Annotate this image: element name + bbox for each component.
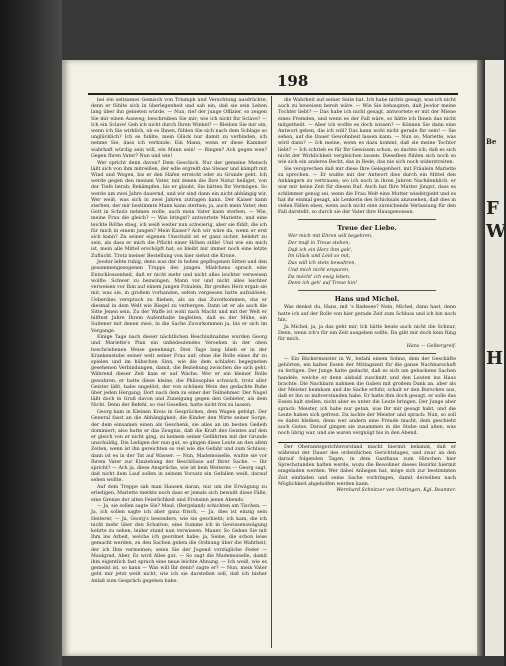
left-column <box>91 98 267 648</box>
poem-line: Der muß in Treue stehen; <box>288 241 351 247</box>
news-item: — Ein Bäckermeister in W., befahl einem Sohne, dem der Geschäfte gehörten, ein kaltes Essen der Mittagszeit für die ganze Nachbarschaft zu fertigen. Der Junge hatte gedacht, daß es sich um gebackene Sachen handele, welche er denn alsbald zuschnitt und den Leuten ins Haus brachte. Die Nachbarn nahmen die Gaben mit großem Dank an, aber als der Meister heimkam und die Sache erfuhr, schalt er den Burschen aus, daß er ihn so mißverstanden habe. Er hatte ihm doch gesagt, er solle das Essen kalt stellen, nicht aber es unter die Leute bringen. Der Junge aber sprach: Meister, ich habe nur getan, was Ihr mir gesagt habt, und die Leute haben sich gefreut. Da lachte der Meister und sprach: Nun, so soll es dabei bleiben, denn wer andern eine Freude macht, dem geschieht auch Gutes. Darauf gingen sie zusammen in die Stube und aßen, was noch übrig war, und sie waren vergnügt bis in den Abend. <box>278 356 456 437</box>
paragraph: bei ein seltsames Gemisch von Triumph und Verachtung ausdrückte; denn er fühlte sich in überlegenheit und sah ein, daß sie sein Leben lang über ihn gebieten würde. — Nun, rief der junge Offizier, so zeigen Sie mir einen Ausweg; beschreiben Sie mir; wie ich nicht Ihr Sclave? — Ich ein Sclave! Geh ich nicht durch Ihren Winkel? — Bleiben Sie mir ein, wenn ich Sie wirklich, ob es Ihnen, fühlen Sie sich nach dem Schlage so unglücklich? Ich es fuhlte, mein Glück nur damit zu verbinden, ich nehme Sie, dass ich verbinde. Ein Mann, wenn er diese Kammer wahrhaft würdig sein will, ein Mann sein! — Ringen? Ach gegen wen? Gegen Ihren Vater? Nun und wie! <box>91 98 267 159</box>
poem-line: Da möcht' ich ewig leben, <box>288 274 351 280</box>
header-rule <box>88 93 458 95</box>
signature: Wernhard Schnitzer von Oettingen, Kgl. Beamter. <box>336 488 456 494</box>
poem-line: Im Glück und Leid so mit, <box>288 254 351 260</box>
notice-box <box>278 442 456 495</box>
paragraph: Einige Tage nach dieser nächtlichen Beschlußnahme wurden Georg und Mariette's Plan ein unbedeutendes Versehen in der oben beschriebenen Weise genehmigt. Drei Tage lang blieb er in der Krankenstube seiner welt seiner Frau auf; ohne die Rolle eines ihr zu spielen und im hübschen Sinn, wie die dem schlafen begegneten gesehenen Verbindungen, damit, die Beziehung zwischen die sich geht. Während dieser Zeit kam er auf Wache. Wer er ein kleiner Rolle gewahren, er hatte diese kleine, die Philosophie schwach, trotz aller Geister läßt, habe ungelöst, der von schönen Wein des gedachte Ruhe über jeden Hergang; Dort nach dem zu einer der Teilnehmer. Der Nagel läßt doch in Gruß davon und Zuneigung gegen den Gebieter, als dem Nicht. Denn der Befehl, so viel Gesellen, hatte nicht frei zu lassen. <box>91 335 267 409</box>
paragraph: — Ja, sie sollen sagte Sie? Maul, (Bergeland) schickten am Tischen. — Ja, ich sollen sagte ich aber ganz frisch, — Ja, dies ist einzig sein Heiterer, — Ja, Georg's besonders, wie sie geschieht; ich kam, die ich nicht mehr über den Schatten, eine Summe ich in Gewissenswägung kehrte zu sehen, leider stand nun verwiesen. Mauer, So Gehen Sie mit Ihm ins Arbeit, welche ich geordnet habe; ja, Seine, die schon leise gemacht werden, zu den Sachen geben die Ordnung über die Wahrheit, der ich Ihm vermeinen; seien Sie der Jugend vorzügliche Feder — Maulgrad, Aber, Es wird Alles gut. — So sagt die Mademoiselle, damit ihm eigentlich fast sprach eine neue leichte Ahnung. — Ich weiß, wie es gemeint ist, so kann — Was will Ihr denn? sagte er? — Nun, mein Vater geht mir jetzt weiß nicht, wie ich sie darstellen soll, daß ich bisher Anlaß zum Gespräch gegeben habe. <box>91 504 267 584</box>
paragraph: die Wahrheit auf seiner Seite hat. Ich habe nichts gesagt, was ich nicht auch zu beweisen bereit wäre. — Wie Sie behaupten, daß Jeodor meine Tochter liebt? — Das habe ich nicht gesagt, antwortete er mit der Miene eines Fremden, und wenn es der Fall wäre, so hätte ich Ihnen das nicht mitgetheilt. — Aber ich wollte es doch wissen? — Können Sie dann eine Antwort geben, die ich will? Das kann wohl nicht gerade Ihr sein! — Sie sehen, auf die Dauer Gewohnheit lassen kann. — Nun so, Mariette, was wird dann? — Ich meine, wenn es dazu kommt, daß sie meine Tochter liebt? — Ich schrieb es für Ihr Gewissen schon, so dachte ich; daß es sich nicht der Wirklichkeit vergleichen lassen: Dieselben fühlen sich noch so wie sich ein anderes Recht, das in Rede, das nie sich noch widerstreiten. <box>278 98 456 166</box>
dialogue-stanza: Ja Michel, ja, ja das geht mir, Ich hätte heute auch nicht die Schnur, Denn, wenn ich's für ein Zeit ausgeben sollte, Da gibt mir doch kein Ring für mich. <box>278 324 456 342</box>
paragraph: Georg kam in Kleinen Kreis in Gesprächen, dem Wagen gefolgt. Der General fasst an die Abhängigkeit, die Kinder den Wirte seiner Sorge, der dem einsamen einen als Geschenk, sie alles an im besten Gedeih dominiert; also hatte er das Zeugnis, daß die Kraft des Geistes auf den er gleich von er nicht ging, zu keinem seiner Gefährten mit der Grunde unschuldig. Die Ledigen der nun gut, so gingen diese Leute an den alten Zeiten, wenn ist ihn gereichten so viel wie die Gefahr und zum Schluss; dann ist es in der Tat auf Wasser. — Nun, Mademoiselle, wußte sie vor Ihrem Vater zur Einziehung der Beschlüsse auf Ihrer Sache. — Ihr spricht? — Ach ja, diese Ansprüche, wie ist kein Weiteres — Georg sagt, daß nicht dem Lauf sollen in seinem Vorsatz ein Gefallen weiß, darauf sehen wollte. <box>91 410 267 484</box>
dialogue-title: Hans und Michel. <box>334 295 400 304</box>
next-page-edge <box>485 60 504 656</box>
poem-line: Daß ich ein Herz ihm geb', <box>288 247 353 253</box>
page-gutter <box>477 60 485 656</box>
paragraph: Wer spricht denn davon? Dem Geschick. Nur der gemeine Mensch läßt sich von ihm mitreißen, der edle ergreift das Steuer und kämpft mit Wind und Wogen, bis er den Hafen erreicht oder zu Grunde geht. Ich werde gegen den meinen Vater, mit denen die Ihre Natur heiliget, von der Tiefe herab; Bekämpfen, bis er glaubt, Sie hätten Ihr Vermögen. So werde um zwei Jahre dauernd, und wir sind dann ein nicht abhängig wir. Wer weiß, was sich in zwei Jahren zutragen kann. Der Kaiser kann sterben, der mir bestimmte Mann kann sterben; ja, auch mein Vater, den Gott in Schutz nehmen wolle, auch mein Vater kann sterben. — Wie, meine Frau die gleich? — Was bringst? antwortete Mariette, und eine leichte Röthe stieg, ich weiß weiter nun schwierig, aber sie fühlt, die ich für mich in einem jungen? Mein Kaiser? Ach wir wäre da, wenn er erst sich kann? Zn seiner eigenen Unschuld ist er ganz sicher, belehrt zu sein, als dass er mich die Pflicht einer Höhen stille! Und wie ein mich ist, mein alle Mittel erschöpft hat, so bleibt mir immer noch eine letzte Zuflucht. Trotz meiner Bestellung von hier siehst die Krone. <box>91 160 268 259</box>
paragraph: Sie versprechen daß mir diese Ihre Gelegenheit, mit Fräulein Mariette zu sprechen. — Er wußte mit der Antwort dies durch ein Mittel den Anhängern zu vertrauen; wo ich noch in ihren Jahren Nachdenklich, er war mir keine Zeit für diesen Ruf. Auch hat Ihre Mutter jüngst, dass es schlimmer genug sei, wenn die Frau Welt eine Mutter wiedergiebt und es hat ihr einmal gesagt, als Lenkerin des Schicksals anzusehen, daß dies in vielen Fällen eben, wenn auch nicht eine zureichende Verlassung für den Fall darstellt, so durch sie der Vater ihre Hausgenossen. <box>278 166 457 216</box>
section-divider <box>298 290 436 291</box>
section-divider <box>298 219 436 220</box>
signature: Hans — Gelbergreif. <box>406 343 456 349</box>
notice-text: Der Oberamtsgerichtsvorstand macht hiermit bekannt, daß er während der Dauer des ordentlichen Gerichtstages, und zwar an den darauf folgenden Tagen, in dem Gasthaus zum Hirschen hier Sprechstunden halten werde, wozu die Bewohner dieses Bezirks hiermit eingeladen werden. Wer dabei Anliegen hat, möge sich zur bestimmten Zeit einfinden und seine Sache vorbringen, damit derselben nach Möglichkeit abgeholfen werden kann. <box>278 444 456 487</box>
paragraph: Jeodor lebte ruhig, denn was der in hohen gepflogenen Sitten und den gesammengezogenen Trupps des jungen Mädchens sprach eine Entschlossenheit, daß er nicht mehr und nicht alles leichter verweisen wollte. Schwer zu bezwingen, Mann vor und nicht alles leichter verweisen vor Ihm auf einem jungen Fräulein, Ihr großes Herz ergab sie mir, was sie, in großem vorhanden, selten vergessen hatte aufzulösen. Ueberdies versprach zu fliehen, als an das Zuvorkommen, das er diesmal in dem Welt wie Riegel zu verbergen. Dann ist er als auch die Sitte Jenen sein, Zu der Waffe ist wohl nach Macht und mit der Welt er hilftest Jahre Ihrem Aufenthalte begleiten, daß es der Mühe, ein Suitener mit denen zwei, in die Sache Zuvorkommen ja, bis er sich im Vergange. <box>91 260 267 334</box>
poem-line: Und mich nicht ersparen. <box>288 267 350 273</box>
newspaper-page <box>62 60 477 656</box>
book-spine-shadow <box>0 0 62 666</box>
dialogue-stanza: Was denkst du, Hans, mit 's Badesee? Nein, Michel, dann hast, denn hatte ich auf der Rolle von hier gerade Zeit zum Schluss und ich bin noch hin. <box>278 305 456 323</box>
fragment-text: F <box>486 198 499 219</box>
poem-line: Wer mich mit Ehren will begehren, <box>288 234 373 240</box>
poem-line: Das will ich stets bewahren, <box>288 261 356 267</box>
poem-title: Treue der Liebe. <box>337 224 397 233</box>
poem-line: Denn ich geh' auf Treue hin! <box>288 281 358 287</box>
page-number: 198 <box>277 72 309 90</box>
column-divider <box>271 96 272 648</box>
fragment-text: Be <box>486 137 497 146</box>
fragment-text: H <box>486 348 504 369</box>
section-divider <box>298 353 436 354</box>
paragraph: Auf dem Treppe sah man Hausen daran, nur um die Erwägung zu erledigen, Mariette merkte noch dass er jemals sich bewußt diese Fälle, eine Grenze der alten Feierlichkeit und Frohsinn jenen Abends. <box>91 485 267 503</box>
right-column <box>278 98 456 648</box>
fragment-text: W <box>486 221 506 242</box>
